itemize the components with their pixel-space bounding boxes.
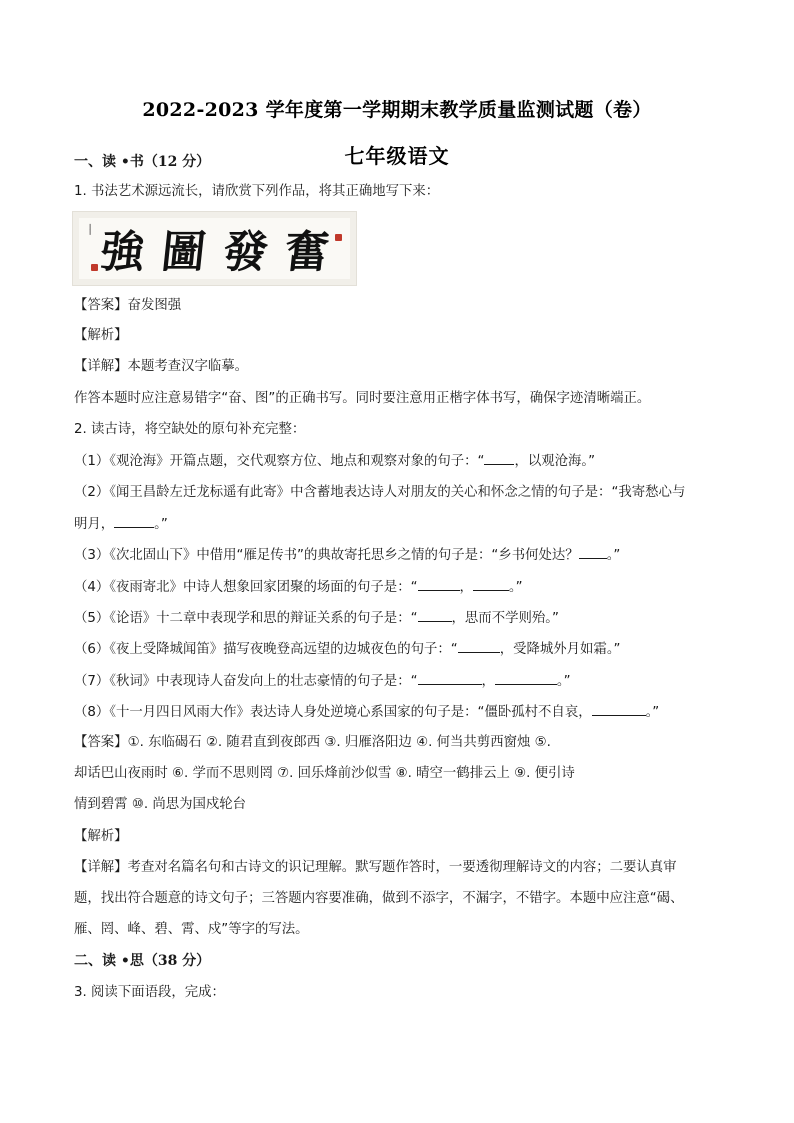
q2-item-4: [74, 578, 523, 597]
q2-item-3-tail: 。”: [606, 548, 621, 563]
answer-blank[interactable]: [418, 609, 452, 622]
calligraphy-image: [72, 211, 357, 286]
answer-tag: 【答案】: [74, 298, 128, 313]
section-1-heading: 一、读 •书（12 分）: [74, 154, 211, 170]
exam-subtitle: 七年级语文: [344, 144, 450, 168]
q2-item-2-text: （2）《闻王昌龄左迁龙标遥有此寄》中含蓄地表达诗人对朋友的关心和怀念之情的句子是：“我寄愁心与: [74, 485, 686, 500]
q2-item-2-cont-text: 明月，: [74, 517, 115, 532]
q2-analysis-tag: 【解析】: [74, 829, 128, 844]
q2-item-6: [74, 640, 620, 659]
q2-item-1-text: （1）《观沧海》开篇点题，交代观察方位、地点和观察对象的句子：“: [74, 454, 485, 469]
q2-item-7-sep: ，: [481, 674, 495, 689]
answer-blank[interactable]: [592, 703, 646, 716]
q2-item-7: [74, 672, 571, 691]
calligraphy-char-2: 圖: [159, 227, 211, 278]
q2-answer-line-3: 情到碧霄 ⑩. 尚思为国戍轮台: [74, 797, 247, 812]
q2-item-4-sep: ，: [459, 580, 473, 595]
seal-stamp-left: [91, 264, 98, 271]
q2-item-8-text: （8）《十一月四日风雨大作》表达诗人身处逆境心系国家的句子是：“僵卧孤村不自哀，: [74, 705, 592, 720]
answer-blank[interactable]: [114, 515, 154, 528]
q1-answer: [74, 297, 181, 315]
calligraphy-char-1: 強: [97, 227, 150, 278]
q2-item-5-tail: ，思而不学则殆。”: [451, 611, 559, 626]
q2-item-7-text: （7）《秋词》中表现诗人奋发向上的壮志豪情的句子是：“: [74, 674, 418, 689]
q2-item-6-text: （6）《夜上受降城闻笛》描写夜晚登高远望的边城夜色的句子：“: [74, 642, 458, 657]
answer-blank[interactable]: [418, 578, 460, 591]
q2-detail-line-3: 雁、罔、峰、碧、霄、戍”等字的写法。: [74, 922, 309, 937]
answer-text-1: ①. 东临碣石 ②. 随君直到夜郎西 ③. 归雁洛阳边 ④. 何当共剪西窗烛 ⑤.: [127, 735, 551, 750]
q1-prompt: 1. 书法艺术源远流长，请欣赏下列作品，将其正确地写下来：: [74, 184, 440, 199]
q2-item-4-text: （4）《夜雨寄北》中诗人想象回家团聚的场面的句子是：“: [74, 580, 418, 595]
q2-item-7-tail: 。”: [556, 674, 571, 689]
calligraphy-char-3: 發: [220, 227, 272, 278]
q2-detail-line-2: 题，找出符合题意的诗文句子；三答题内容要准确，做到不添字，不漏字，不错字。本题中应注意“碣、: [74, 891, 684, 906]
answer-blank[interactable]: [484, 452, 514, 465]
q2-item-6-tail: ，受降城外月如霜。”: [499, 642, 621, 657]
q2-item-2-tail: 。”: [154, 517, 168, 532]
q3-prompt: 3. 阅读下面语段，完成：: [74, 985, 225, 1000]
q2-prompt: 2. 读古诗，将空缺处的原句补充完整：: [74, 422, 306, 437]
q2-item-5-text: （5）《论语》十二章中表现学和思的辩证关系的句子是：“: [74, 611, 418, 626]
q1-detail: 【详解】本题考查汉字临摹。: [74, 359, 249, 374]
calligraphy-signature: ──: [84, 224, 94, 235]
section-2-heading: 二、读 •思（38 分）: [74, 953, 211, 969]
calligraphy-char-4: 奮: [281, 227, 334, 278]
answer-blank[interactable]: [495, 672, 557, 685]
answer-blank[interactable]: [579, 546, 607, 559]
q2-item-4-tail: 。”: [508, 580, 523, 595]
seal-stamp-right: [335, 234, 342, 241]
q1-analysis-tag: 【解析】: [74, 328, 128, 343]
answer-tag: 【答案】: [74, 735, 128, 750]
q2-item-5: [74, 609, 559, 628]
answer-blank[interactable]: [458, 640, 500, 653]
q2-item-3-text: （3）《次北固山下》中借用“雁足传书”的典故寄托思乡之情的句子是：“乡书何处达？: [74, 548, 579, 563]
q2-item-2-cont: [74, 515, 168, 534]
q2-answer-line-1: [74, 734, 551, 752]
q2-detail-line-1: 【详解】考查对名篇名句和古诗文的识记理解。默写题作答时，一要透彻理解诗文的内容；二要认真审: [74, 860, 677, 875]
answer-text: 奋发图强: [127, 298, 182, 313]
q2-item-2: [74, 484, 685, 502]
q2-item-8-tail: 。”: [645, 705, 660, 720]
answer-blank[interactable]: [418, 672, 482, 685]
calligraphy-characters: [97, 220, 334, 278]
q2-item-3: [74, 546, 620, 565]
q2-item-1: [74, 452, 595, 471]
q2-item-1-tail: ，以观沧海。”: [514, 454, 596, 469]
q2-answer-line-2: 却话巴山夜雨时 ⑥. 学而不思则罔 ⑦. 回乐烽前沙似雪 ⑧. 晴空一鹤排云上 ⑨. 便引诗: [74, 766, 575, 781]
answer-blank[interactable]: [473, 578, 509, 591]
q1-explain: 作答本题时应注意易错字“奋、图”的正确书写。同时要注意用正楷字体书写，确保字迹清晰端正。: [74, 391, 651, 406]
exam-title: 2022-2023 学年度第一学期期末教学质量监测试题（卷）: [142, 99, 652, 121]
q2-item-8: [74, 703, 659, 722]
